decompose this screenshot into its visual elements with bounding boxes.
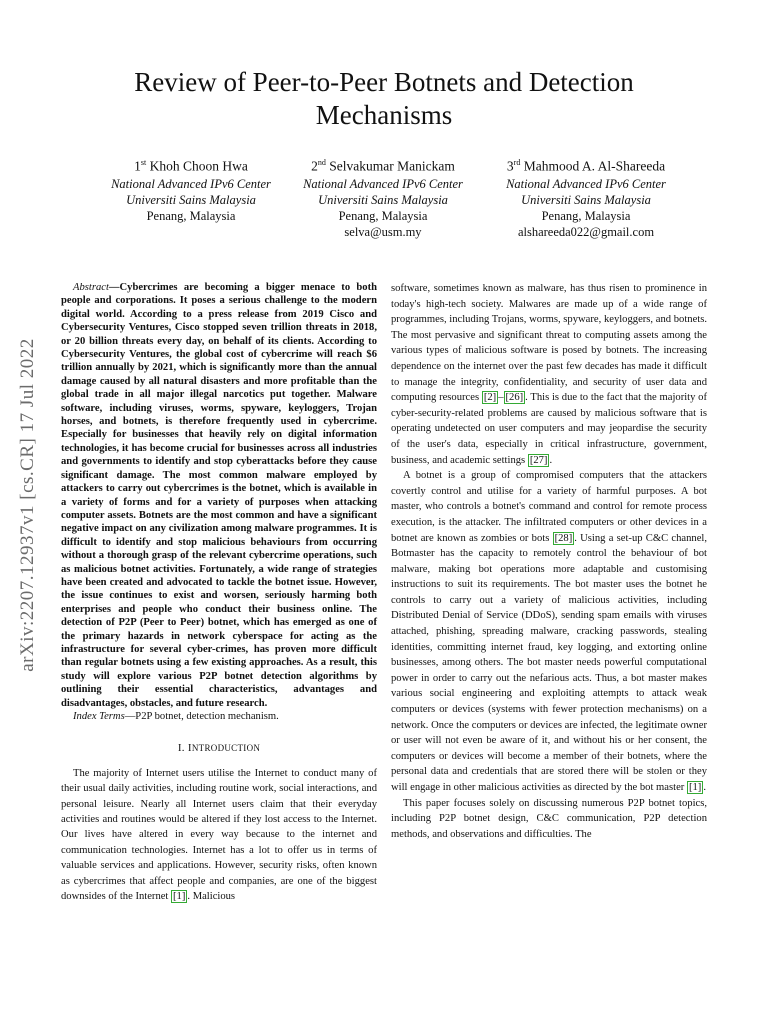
author-name: Khoh Choon Hwa <box>149 158 248 174</box>
arxiv-stamp <box>6 280 50 730</box>
author-email: alshareeda022@gmail.com <box>517 224 655 239</box>
citation-link[interactable]: [27] <box>529 454 548 466</box>
citation-link[interactable]: [2] <box>483 392 497 404</box>
right-column <box>391 281 707 842</box>
author-email: selva@usm.my <box>344 224 422 239</box>
arxiv-id: arXiv:2207.12937v1 [cs.CR] 17 Jul 2022 <box>17 338 38 672</box>
citation-link[interactable]: [1] <box>173 891 186 903</box>
citation-link[interactable]: [26] <box>505 392 524 404</box>
author-name: Selvakumar Manickam <box>329 158 455 174</box>
abstract: Abstract—Cybercrimes are becoming a bigger menace to both people and corporations. It poses a serious challenge to the modern digital world. According to a press release from 2019 Cisco and Cybersecurity Ventures, Cisco stopped seven trillion threats in 2018, or 20 billion threats every day, on behalf of its clients. According to Cybersecurity Ventures, the global cost of cybercrime will reach $6 trillion annually by 2021, which is significantly more than the annual damage caused by all natural disasters and more profitable than the global trade in all major illegal narcotics put together. Malware software, including viruses, worms, spyware, keyloggers, Trojan horses, and botnets, is therefore frequently used in cybercrime. Especially for businesses that heavily rely on digital information technologies, it has become crucial for businesses across all industries and governments to identify and stop cyberattacks before they cause significant damage. The most common malware employed by attackers to carry out cybercrimes is the botnet, which is available in a variety of forms and for a variety of purposes when attacking computer assets. Botnets are the most common and have a significant negative impact on any civilization among malware programmes. It is difficult to identify and stop malicious behaviours from occurring without a thorough grasp of the relevant cybercrime operations, such as malicious botnet activities. Fortunately, a wide range of strategies have been created and advocated to tackle the botnet issue. However, the issue continues to exist and worsen, seriously harming both enterprises and people who conduct their business online. The detection of P2P (Peer to Peer) botnet, which has emerged as one of the primary hazards in network cyberspace for acting as the infrastructure for several cyber-crimes, has proven more difficult than regular botnets using a few existing approaches. As a result, this study will explore various P2P botnet detection algorithms by outlining their essential characteristics, advantages and disadvantages, obstacles, and future research. <box>61 282 377 709</box>
author-1: 1st Khoh Choon Hwa National Advanced IPv6 Center Universiti Sains Malaysia Penang, Malaysia <box>111 158 271 223</box>
paper-title: Review of Peer-to-Peer Botnets and Detection Mechanisms <box>134 67 634 130</box>
index-terms: Index Terms—P2P botnet, detection mechanism. <box>73 711 279 722</box>
body-paragraph: A botnet is a group of compromised computers that the attackers covertly control and utilise for a variety of harmful purposes. A bot master, who controls a botnet's command and control for remote process execution, is the attacker. The infiltrated computers or other devices in a botnet are known as zombies or bots [28] . Using a set-up C&C channel, Botmaster has the capacity to remotely control the behaviour of bot malware, making bot operations more adaptable and customising instructions to suit its requirements. The bot master uses the botnet he controls to carry out a variety of malicious activities, including Distributed Denial of Service (DDoS), sending spam emails with viruses attached, phishing, spreading malware, cracking passwords, stealing identities, committing internet fraud, key logging, and extorting online businesses, among others. The bot master needs powerful computational power in order to carry out the nefarious acts. Thus, a bot master makes various social engineering and exploiting attempts to attack weak computers or devices (systems with fewer protection mechanisms) on a network. Once the computers or devices are infected, the legitimate owner or user will not even be aware of it, and without his or her consent, the computers or devices will become a member of their botnets, where the personal data and credentials that are stored there will be stolen or they will engage in other malicious activities as directed by the bot master [1] . <box>391 470 707 793</box>
body-paragraph: software, sometimes known as malware, has thus risen to prominence in today's high-tech society. Malwares are made up of a wide range of programmes, including Trojans, worms, spyware, keyloggers, and botnets. The most pervasive and significant threat to computing assets among the various types of malicious software is posed by botnets. The increasing dependence on the internet over the past few decades has made it difficult to manage the integrity, confidentiality, and security of user data and computing resources [2] – [26] . This is due to the fact that the majority of cyber-security-related problems are caused by malicious software that is operating undetected on user computers and may jeopardise the security of the user's data, especially in critical infrastructure, government, business, and academic settings [27] . <box>391 283 707 466</box>
author-name: Mahmood A. Al-Shareeda <box>523 158 666 174</box>
citation-link[interactable]: [28] <box>554 532 573 544</box>
section-heading: I. INTRODUCTION <box>177 742 261 755</box>
citation-link[interactable]: [1] <box>688 782 702 793</box>
body-paragraph: This paper focuses solely on discussing numerous P2P botnet topics, including P2P botnet design, C&C communication, P2P detection methods, and observations and difficulties. The <box>391 797 707 840</box>
left-column <box>61 281 377 904</box>
author-3: 3rd Mahmood A. Al-Shareeda National Advanced IPv6 Center Universiti Sains Malaysia Penang, Malaysia alshareeda022@gmail.com <box>481 155 691 240</box>
intro-paragraph: The majority of Internet users utilise the Internet to conduct many of their usual daily activities, including routine work, social interactions, and personal leisure. Nearly all Internet users claim that their everyday activities and routines would be altered if they lost access to the Internet. Our lives have altered in every way because to the internet and communication technologies. Internet has a lot to offer us in terms of valuable services and applications. However, security risks, often known as cybercrimes that affect people and companies, are one of the biggest downsides of the Internet [1] . Malicious <box>61 767 377 903</box>
author-2: 2nd Selvakumar Manickam National Advanced IPv6 Center Universiti Sains Malaysia Penang, Malaysia selva@usm.my <box>278 155 488 240</box>
